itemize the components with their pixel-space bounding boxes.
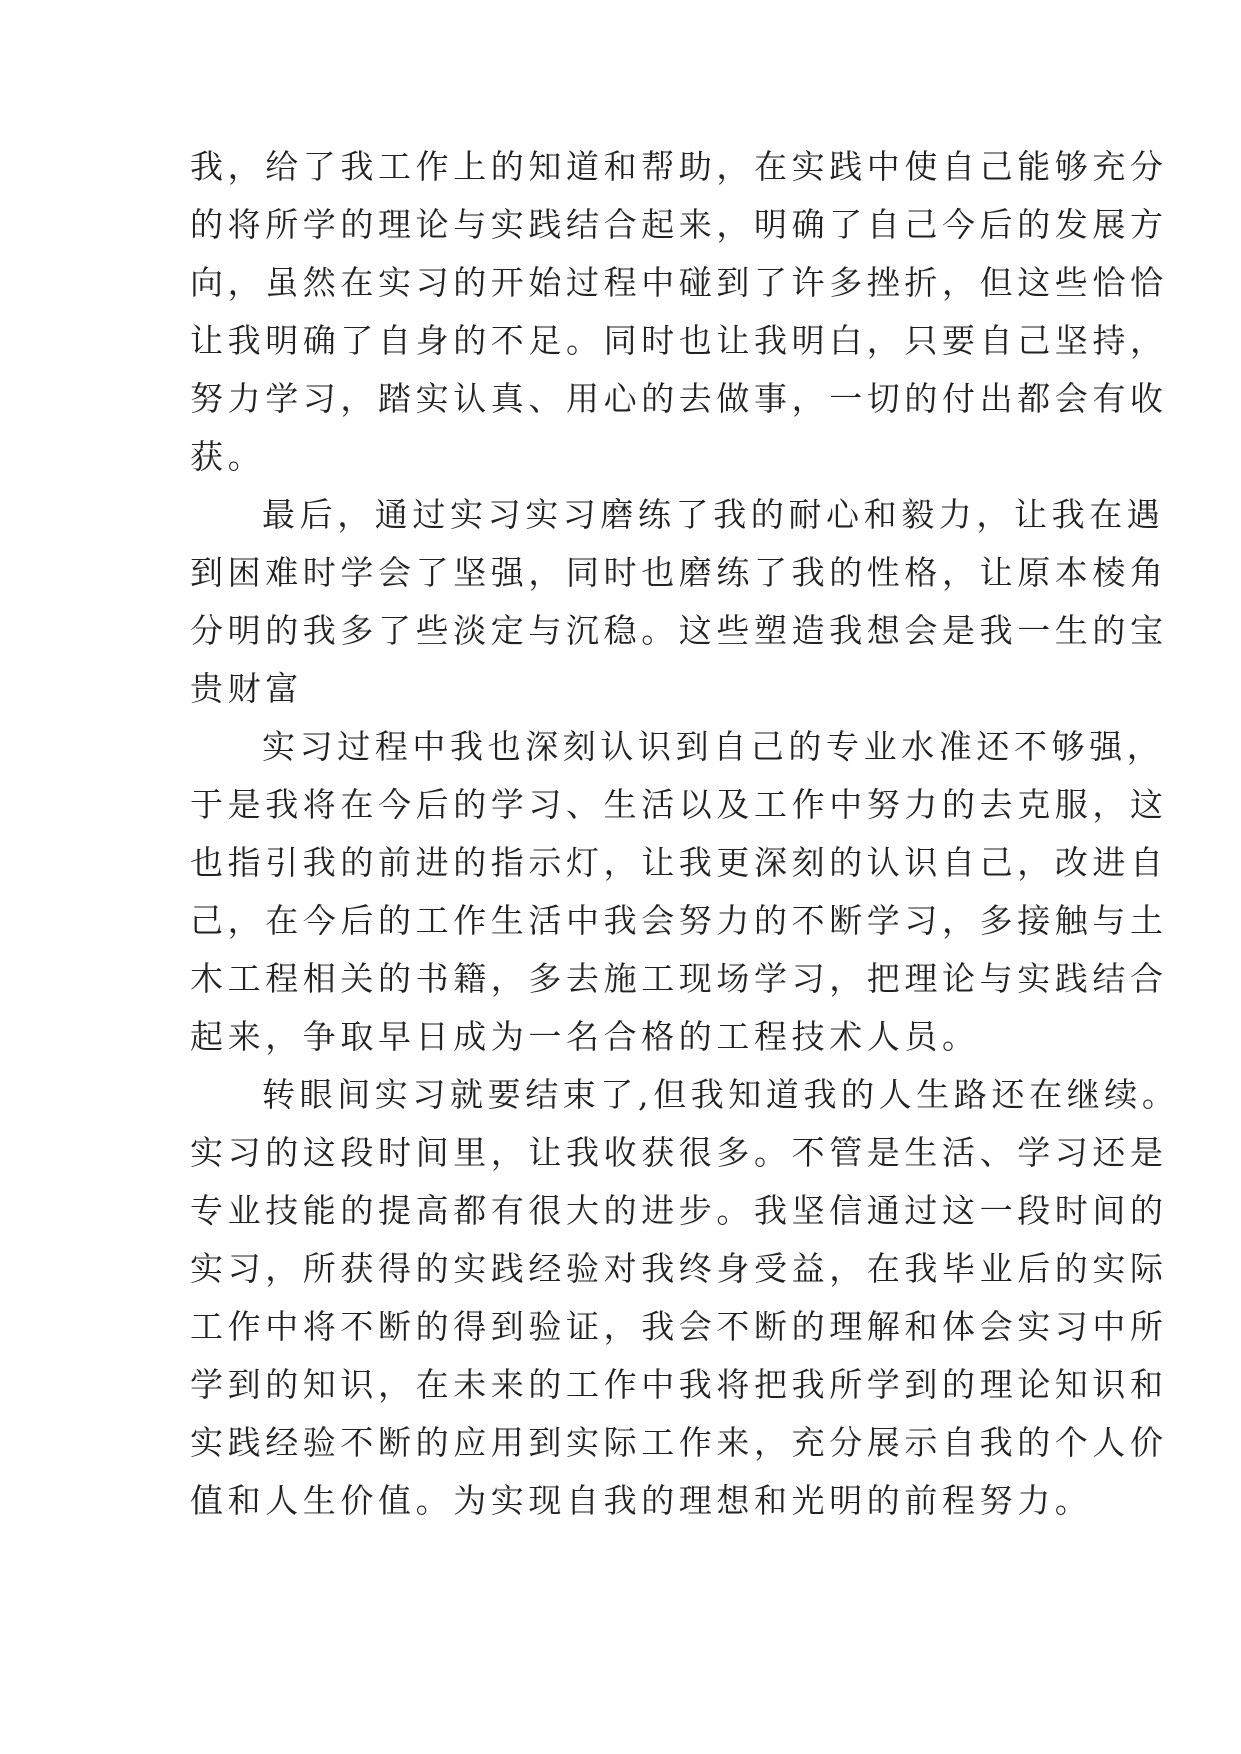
text-line: 贵财富 (190, 669, 303, 708)
text-line: 专业技能的提高都有很大的进步。我坚信通过这一段时间的 (190, 1191, 1168, 1230)
text-line: 工作中将不断的得到验证，我会不断的理解和体会实习中所 (190, 1307, 1168, 1346)
text-line: 己，在今后的工作生活中我会努力的不断学习，多接触与土 (190, 901, 1168, 940)
text-line: 分明的我多了些淡定与沉稳。这些塑造我想会是我一生的宝 (190, 611, 1168, 650)
text-line: 起来，争取早日成为一名合格的工程技术人员。 (190, 1017, 980, 1056)
text-line: 也指引我的前进的指示灯，让我更深刻的认识自己，改进自 (190, 843, 1168, 882)
document-body (190, 138, 1180, 1530)
paragraph-first-line: 实习过程中我也深刻认识到自己的专业水准还不够强， (262, 727, 1165, 766)
paragraph-first-line: 最后，通过实习实习磨练了我的耐心和毅力，让我在遇 (262, 495, 1165, 534)
paragraph-first-line: 转眼间实习就要结束了,但我知道我的人生路还在继续。 (262, 1075, 1180, 1114)
text-line: 木工程相关的书籍，多去施工现场学习，把理论与实践结合 (190, 959, 1168, 998)
text-line: 于是我将在今后的学习、生活以及工作中努力的去克服，这 (190, 785, 1168, 824)
text-line: 到困难时学会了坚强，同时也磨练了我的性格，让原本棱角 (190, 553, 1168, 592)
text-line: 实习，所获得的实践经验对我终身受益，在我毕业后的实际 (190, 1249, 1168, 1288)
text-line: 向，虽然在实习的开始过程中碰到了许多挫折，但这些恰恰 (190, 263, 1168, 302)
text-line: 努力学习，踏实认真、用心的去做事，一切的付出都会有收 (190, 379, 1168, 418)
text-line: 我，给了我工作上的知道和帮助，在实践中使自己能够充分 (190, 147, 1168, 186)
text-line: 让我明确了自身的不足。同时也让我明白，只要自己坚持， (190, 321, 1168, 360)
text-line: 实习的这段时间里，让我收获很多。不管是生活、学习还是 (190, 1133, 1168, 1172)
text-line: 的将所学的理论与实践结合起来，明确了自己今后的发展方 (190, 205, 1168, 244)
text-line: 实践经验不断的应用到实际工作来，充分展示自我的个人价 (190, 1423, 1168, 1462)
text-line: 学到的知识，在未来的工作中我将把我所学到的理论知识和 (190, 1365, 1168, 1404)
text-line: 值和人生价值。为实现自我的理想和光明的前程努力。 (190, 1481, 1093, 1520)
text-line: 获。 (190, 437, 266, 476)
